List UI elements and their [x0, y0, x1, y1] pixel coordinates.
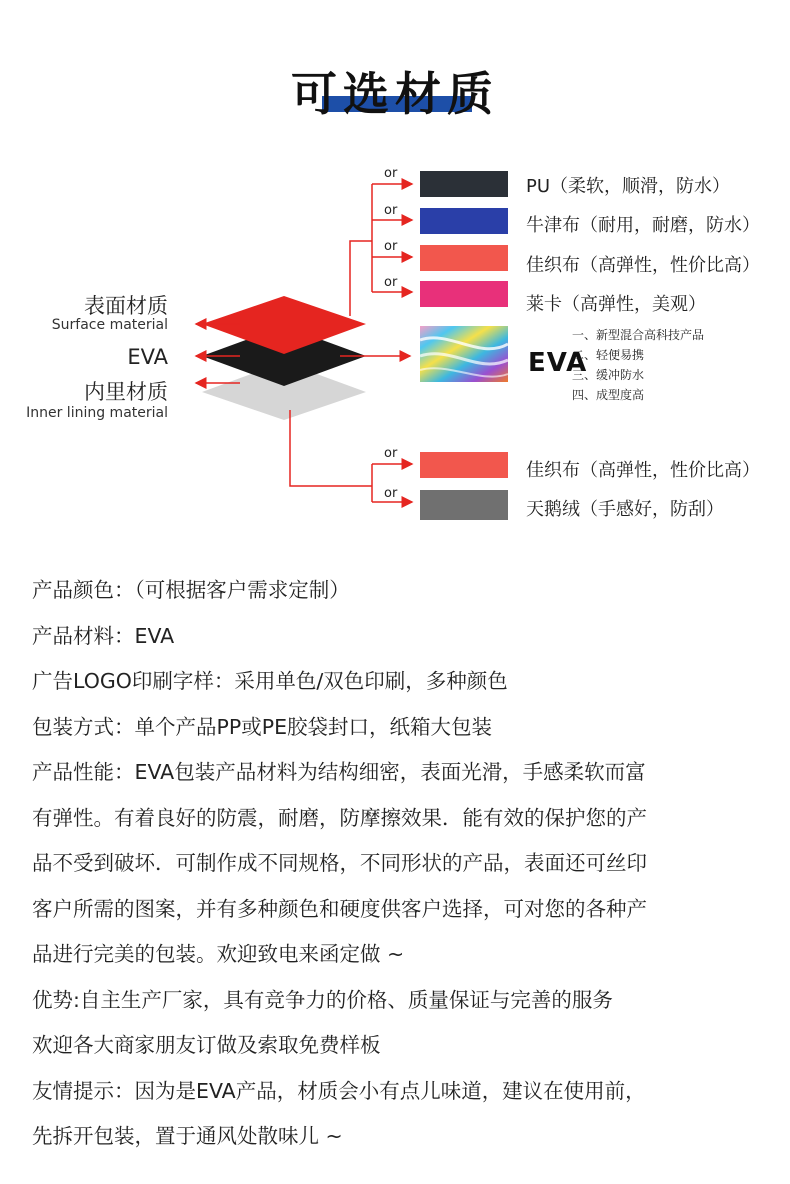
eva-layer-label: EVA — [127, 345, 168, 369]
or-label: or — [384, 166, 398, 181]
eva-logo-text: EVA — [528, 348, 588, 378]
option-lining-jiazhi: 佳织布（高弹性，性价比高） — [526, 460, 760, 481]
option-jiazhi: 佳织布（高弹性，性价比高） — [526, 255, 760, 276]
surface-layer-sheet — [202, 296, 366, 354]
paragraph-line: 产品颜色：（可根据客户需求定制） — [32, 578, 350, 602]
swatch-pu — [420, 171, 508, 197]
lining-layer-en: Inner lining material — [26, 405, 168, 421]
eva-feature: 二、轻便易携 — [572, 348, 645, 362]
swatch-eva — [420, 326, 508, 382]
paragraph-line: 友情提示：因为是EVA产品，材质会小有点儿味道，建议在使用前， — [32, 1078, 646, 1103]
option-pu: PU（柔软，顺滑，防水） — [526, 176, 731, 197]
paragraph-line: 广告LOGO印刷字样：采用单色/双色印刷，多种颜色 — [32, 669, 508, 693]
paragraph-line: 产品性能：EVA包装产品材料为结构细密，表面光滑，手感柔软而富 — [32, 760, 646, 784]
or-label: or — [384, 239, 398, 254]
paragraph-line: 有弹性。有着良好的防震，耐磨，防摩擦效果．能有效的保护您的产 — [32, 805, 647, 830]
swatch-jiazhi — [420, 245, 508, 271]
option-velvet: 天鹅绒（手感好，防刮） — [526, 499, 724, 520]
swatch-lining-jiazhi — [420, 452, 508, 478]
option-lycra: 莱卡（高弹性，美观） — [526, 294, 706, 315]
page-title: 可选材质 — [291, 67, 499, 121]
lining-layer-label: 内里材质 — [84, 380, 168, 404]
or-label: or — [384, 275, 398, 290]
description-block — [32, 568, 772, 1160]
paragraph-line: 优势:自主生产厂家，具有竞争力的价格、质量保证与完善的服务 — [32, 987, 613, 1012]
option-oxford: 牛津布（耐用，耐磨，防水） — [526, 215, 760, 236]
swatch-oxford — [420, 208, 508, 234]
swatch-velvet — [420, 490, 508, 520]
surface-layer-en: Surface material — [51, 317, 168, 333]
or-label: or — [384, 486, 398, 501]
paragraph-line: 包装方式：单个产品PP或PE胶袋封口，纸箱大包装 — [32, 714, 493, 739]
paragraph-line: 欢迎各大商家朋友订做及索取免费样板 — [32, 1033, 381, 1057]
paragraph-line: 先拆开包装，置于通风处散味儿 ~ — [32, 1124, 343, 1148]
eva-feature: 三、缓冲防水 — [572, 368, 645, 382]
paragraph-line: 产品材料：EVA — [32, 623, 175, 648]
paragraph-line: 品进行完美的包装。欢迎致电来函定做 ~ — [32, 942, 405, 966]
swatch-lycra — [420, 281, 508, 307]
eva-feature: 四、成型度高 — [572, 388, 645, 402]
or-label: or — [384, 446, 398, 461]
or-label: or — [384, 203, 398, 218]
eva-feature: 一、新型混合高科技产品 — [572, 328, 705, 342]
surface-layer-label: 表面材质 — [84, 294, 168, 318]
paragraph-line: 品不受到破坏．可制作成不同规格，不同形状的产品，表面还可丝印 — [32, 851, 647, 875]
paragraph-line: 客户所需的图案，并有多种颜色和硬度供客户选择，可对您的各种产 — [32, 896, 647, 921]
